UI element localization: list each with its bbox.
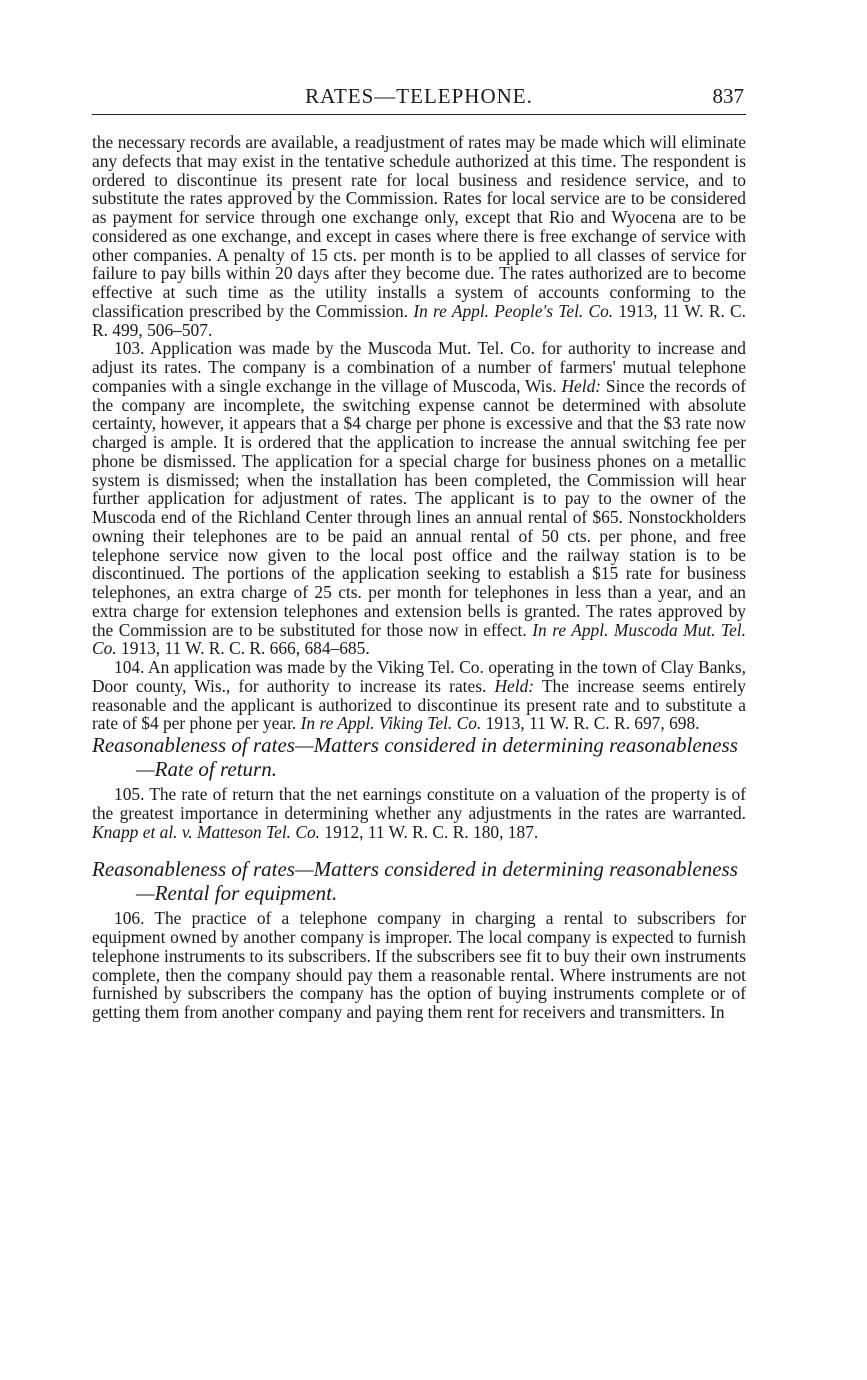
paragraph-text: the necessary records are available, a readjustment of rates may be made which will eliminate any defects that may exist in the tentative schedule authorized at this time. The respondent is ordered to discontinue its present rate for local business and residence service, and to substitute the rates approved by the Commission. Rates for local service are to be considered as payment for service through one exchange only, except that Rio and Wyocena are to be considered as one exchange, and except in cases where there is free exchange of service with other companies. A penalty of 15 cts. per month is to be applied to all classes of service for failure to pay bills within 20 days after they become due. The rates authorized are to become effective at such time as the utility installs a system of accounts conforming to the classification prescribed by the Commission. — [92, 132, 746, 321]
held-label: Held: — [561, 375, 602, 396]
case-citation: Knapp et al. v. Matteson Tel. Co. — [92, 821, 321, 842]
citation-reference: 1913, 11 W. R. C. R. 666, 684–685. — [121, 638, 370, 659]
section-heading-rate-of-return: Reasonableness of rates—Matters considered in determining reasonableness—Rate of return. — [92, 733, 738, 781]
case-citation: In re Appl. Viking Tel. Co. — [300, 713, 482, 734]
citation-reference: 1912, 11 W. R. C. R. 180, 187. — [324, 821, 539, 842]
body-text — [92, 133, 746, 1022]
paragraph-103 — [92, 339, 746, 658]
held-label: Held: — [494, 675, 535, 696]
paragraph-105 — [92, 785, 746, 841]
paragraph-text: 106. The practice of a telephone company in charging a rental to subscribers for equipment owned by another company is improper. The local company is expected to furnish telephone instruments to its subscribers. If the subscribers see fit to buy their own instruments complete, then the company should pay them a reasonable rental. Where instruments are not furnished by subscribers the company has the option of buying instruments complete or of getting them from another company and paying them rent for receivers and transmitters. In — [92, 908, 746, 1022]
paragraph-102-continued — [92, 133, 746, 339]
paragraph-106 — [92, 909, 746, 1022]
case-citation: In re Appl. People's Tel. Co. — [413, 300, 614, 321]
paragraph-text: 105. The rate of return that the net earnings constitute on a valuation of the property is of the greatest importance in determining whether any adjustments in the rates are warranted. — [92, 784, 746, 823]
paragraph-text: The increase seems entirely reasonable and the applicant is authorized to discontinue its present rate and to substitute a rate of $4 per phone per year. — [92, 675, 746, 734]
paragraph-104 — [92, 658, 746, 733]
page-header — [92, 84, 746, 115]
running-head: RATES—TELEPHONE. — [305, 84, 533, 108]
case-citation: In re Appl. Muscoda Mut. Tel. Co. — [92, 619, 746, 659]
citation-reference: 1913, 11 W. R. C. R. 697, 698. — [485, 713, 700, 734]
citation-reference: 1913, 11 W. R. C. R. 499, 506–507. — [92, 300, 746, 340]
section-heading-rental-for-equipment: Reasonableness of rates—Matters considered in determining reasonableness—Rental for equipment. — [92, 857, 738, 906]
page-number: 837 — [712, 84, 744, 108]
paragraph-text: Since the records of the company are incomplete, the switching expense cannot be determined with absolute certainty, however, it appears that a $4 charge per phone is excessive and that the $3 rate now charged is ample. It is ordered that the application to increase the annual switching fee per phone be dismissed. The application for a special charge for business phones on a metallic system is dismissed; when the installation has been completed, the Commission will hear further application for adjustment of rates. The applicant is to pay to the owner of the Muscoda end of the Richland Center through lines an annual rental of $65. Nonstockholders owning their telephones are to be paid an annual rental of 50 cts. per phone, and free telephone service now given to the local post office and the railway station is to be discontinued. The portions of the application seeking to establish a $15 rate for business telephones, an extra charge of 25 cts. per month for telephones in less than a year, and an extra charge for extension telephones and extension bells is granted. The rates approved by the Commission are to be substituted for those now in effect. — [92, 375, 746, 640]
paragraph-text: 103. Application was made by the Muscoda Mut. Tel. Co. for authority to increase and adjust its rates. The company is a combination of a number of farmers' mutual telephone companies with a single exchange in the village of Muscoda, Wis. — [92, 338, 746, 396]
paragraph-text: 104. An application was made by the Viking Tel. Co. operating in the town of Clay Banks, Door county, Wis., for authority to increase its rates. — [92, 657, 746, 696]
